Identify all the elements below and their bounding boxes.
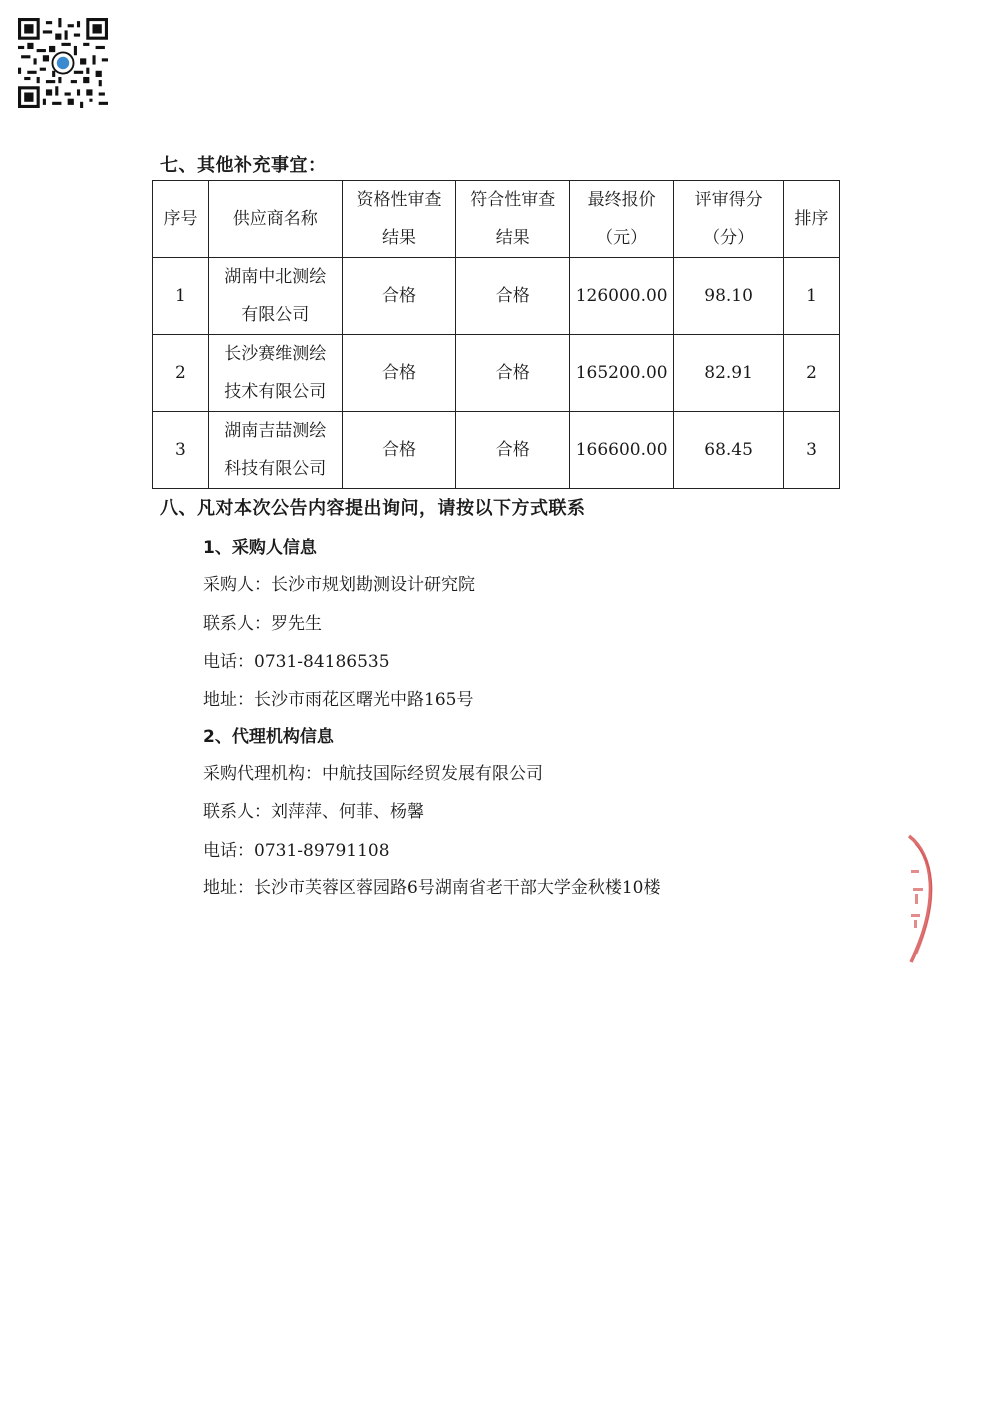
cell-rank: 1 [784, 258, 840, 335]
agency-heading: 2、代理机构信息 [203, 727, 334, 747]
evaluation-results-table [152, 180, 840, 489]
cell-rank: 3 [784, 412, 840, 489]
agency-contact: 联系人：刘萍萍、何菲、杨馨 [203, 802, 424, 822]
cell-price: 126000.00 [570, 258, 674, 335]
cell-rank: 2 [784, 335, 840, 412]
agency-phone: 电话：0731-89791108 [203, 841, 390, 861]
purchaser-heading: 1、采购人信息 [203, 538, 317, 558]
purchaser-address: 地址：长沙市雨花区曙光中路165号 [203, 690, 474, 710]
section-7-heading: 七、其他补充事宜： [160, 155, 327, 176]
cell-qualification: 合格 [342, 258, 456, 335]
header-supplier: 供应商名称 [208, 181, 342, 258]
cell-supplier: 长沙赛维测绘 技术有限公司 [208, 335, 342, 412]
cell-compliance: 合格 [456, 258, 570, 335]
cell-score: 82.91 [674, 335, 784, 412]
section-8-heading: 八、凡对本次公告内容提出询问，请按以下方式联系 [160, 498, 586, 519]
cell-compliance: 合格 [456, 335, 570, 412]
header-rank: 排序 [784, 181, 840, 258]
partial-red-seal-icon [895, 830, 955, 970]
cell-supplier: 湖南中北测绘 有限公司 [208, 258, 342, 335]
table-header-row [153, 181, 840, 258]
header-index: 序号 [153, 181, 209, 258]
qr-code-icon [18, 18, 108, 108]
header-price: 最终报价 （元） [570, 181, 674, 258]
purchaser-contact: 联系人：罗先生 [203, 614, 322, 634]
table-row [153, 335, 840, 412]
header-qualification: 资格性审查 结果 [342, 181, 456, 258]
purchaser-name: 采购人：长沙市规划勘测设计研究院 [203, 575, 475, 595]
cell-price: 166600.00 [570, 412, 674, 489]
agency-name: 采购代理机构：中航技国际经贸发展有限公司 [203, 764, 543, 784]
header-score: 评审得分 （分） [674, 181, 784, 258]
cell-index: 3 [153, 412, 209, 489]
cell-index: 1 [153, 258, 209, 335]
cell-compliance: 合格 [456, 412, 570, 489]
header-compliance: 符合性审查 结果 [456, 181, 570, 258]
table-row [153, 258, 840, 335]
table-row [153, 412, 840, 489]
cell-index: 2 [153, 335, 209, 412]
cell-score: 98.10 [674, 258, 784, 335]
cell-score: 68.45 [674, 412, 784, 489]
cell-qualification: 合格 [342, 335, 456, 412]
cell-qualification: 合格 [342, 412, 456, 489]
purchaser-phone: 电话：0731-84186535 [203, 652, 390, 672]
agency-address: 地址：长沙市芙蓉区蓉园路6号湖南省老干部大学金秋楼10楼 [203, 878, 661, 898]
cell-price: 165200.00 [570, 335, 674, 412]
cell-supplier: 湖南吉喆测绘 科技有限公司 [208, 412, 342, 489]
